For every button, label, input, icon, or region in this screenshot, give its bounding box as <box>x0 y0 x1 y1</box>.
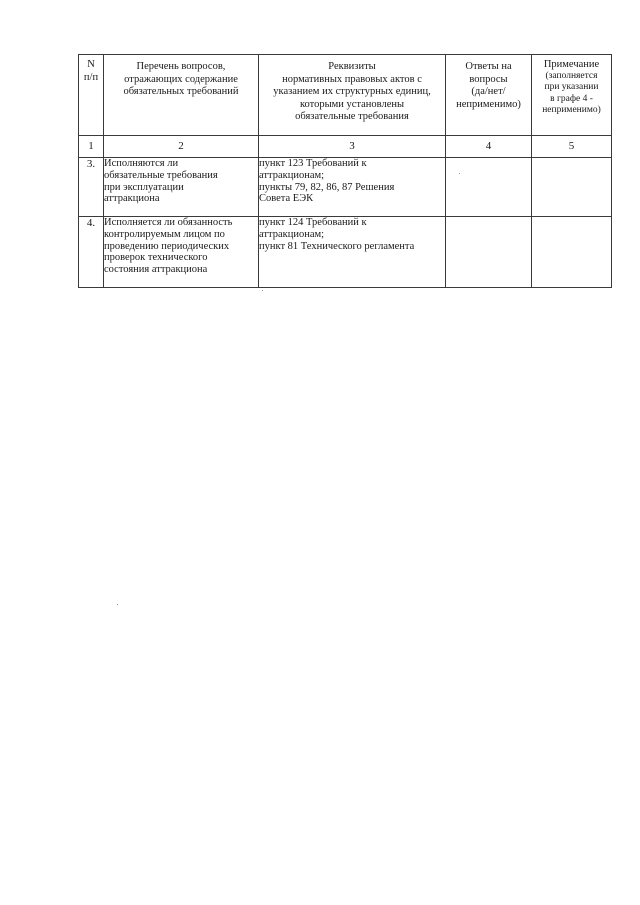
note-cell[interactable] <box>532 158 612 217</box>
column-number: 3 <box>259 136 446 158</box>
question-cell: Исполняется ли обязанность контролируемым лицом по проведению периодических проверок технического состояния аттракциона <box>104 217 259 288</box>
row-number: 4. <box>79 217 104 288</box>
header-row <box>79 55 612 136</box>
scan-speck <box>459 173 460 174</box>
header-requisites: Реквизиты нормативных правовых актов с указанием их структурных единиц, которыми установлены обязательные требования <box>259 55 446 136</box>
requisites-cell: пункт 123 Требований к аттракционам; пункты 79, 82, 86, 87 Решения Совета ЕЭК <box>259 158 446 217</box>
scan-speck <box>262 290 263 291</box>
question-cell: Исполняются ли обязательные требования при эксплуатации аттракциона <box>104 158 259 217</box>
table-row <box>79 158 612 217</box>
answer-cell[interactable] <box>446 158 532 217</box>
column-number: 4 <box>446 136 532 158</box>
requisites-cell: пункт 124 Требований к аттракционам; пункт 81 Технического регламента <box>259 217 446 288</box>
header-answers: Ответы на вопросы (да/нет/ неприменимо) <box>446 55 532 136</box>
column-numbers-row <box>79 136 612 158</box>
header-num: N п/п <box>79 55 104 136</box>
header-note: Примечание (заполняется при указании в графе 4 - неприменимо) <box>532 55 612 136</box>
note-cell[interactable] <box>532 217 612 288</box>
answer-cell[interactable] <box>446 217 532 288</box>
requirements-checklist-table <box>78 54 612 288</box>
row-number: 3. <box>79 158 104 217</box>
column-number: 5 <box>532 136 612 158</box>
column-number: 1 <box>79 136 104 158</box>
column-number: 2 <box>104 136 259 158</box>
header-questions: Перечень вопросов, отражающих содержание обязательных требований <box>104 55 259 136</box>
table-row <box>79 217 612 288</box>
scan-speck <box>117 604 118 605</box>
